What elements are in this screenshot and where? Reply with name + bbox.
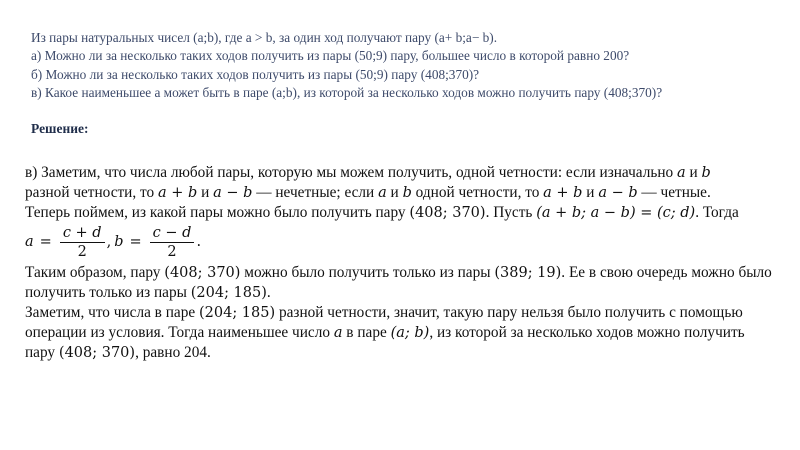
solution-line-4: Таким образом, пару (408; 370) можно было получить только из пары (389; 19). Ее в свою очередь можно было [25,264,772,281]
fraction-b: $\frac{c - d}{2}$ [150,224,195,261]
task-part-c: в) Какое наименьшее a может быть в паре (a;b), из которой за несколько ходов можно получить пару (408;370)? [31,85,663,101]
solution-body [25,163,772,363]
solution-line-2: разной четности, то a + b и a − b — нечетные; если a и b одной четности, то a + b и a − b — четные. [25,184,711,201]
solution-line-6: Заметим, что числа в паре (204; 185) разной четности, значит, такую пару нельзя было получить с помощью [25,304,743,321]
solution-heading: Решение: [31,121,89,136]
task-part-b: б) Можно ли за несколько таких ходов получить из пары (50;9) пару (408;370)? [31,66,480,82]
task-intro: Из пары натуральных чисел (a;b), где a > b, за один ход получают пару (a+ b;a− b). [31,30,498,45]
fraction-a: $\frac{c + d}{2}$ [60,224,105,261]
task-statement [31,29,662,103]
solution-line-1: в) Заметим, что числа любой пары, которую мы можем получить, одной четности: если изначально a и b [25,164,711,181]
fraction-formula: a = $\frac{c + d}{2}$ , b = $\frac{c - d}{2}$ . [25,225,202,260]
solution-line-8: пару (408; 370), равно 204. [25,344,211,361]
task-part-a: а) Можно ли за несколько таких ходов получить из пары (50;9) пару, большее число в которой равно 200? [31,48,630,64]
solution-line-5: получить только из пары (204; 185). [25,284,271,301]
solution-line-3: Теперь поймем, из какой пары можно было получить пару (408; 370). Пусть (a + b; a − b) = (c; d). Тогда [25,204,739,221]
solution-line-7: операции из условия. Тогда наименьшее число a в паре (a; b), из которой за несколько ходов можно получить [25,324,745,341]
